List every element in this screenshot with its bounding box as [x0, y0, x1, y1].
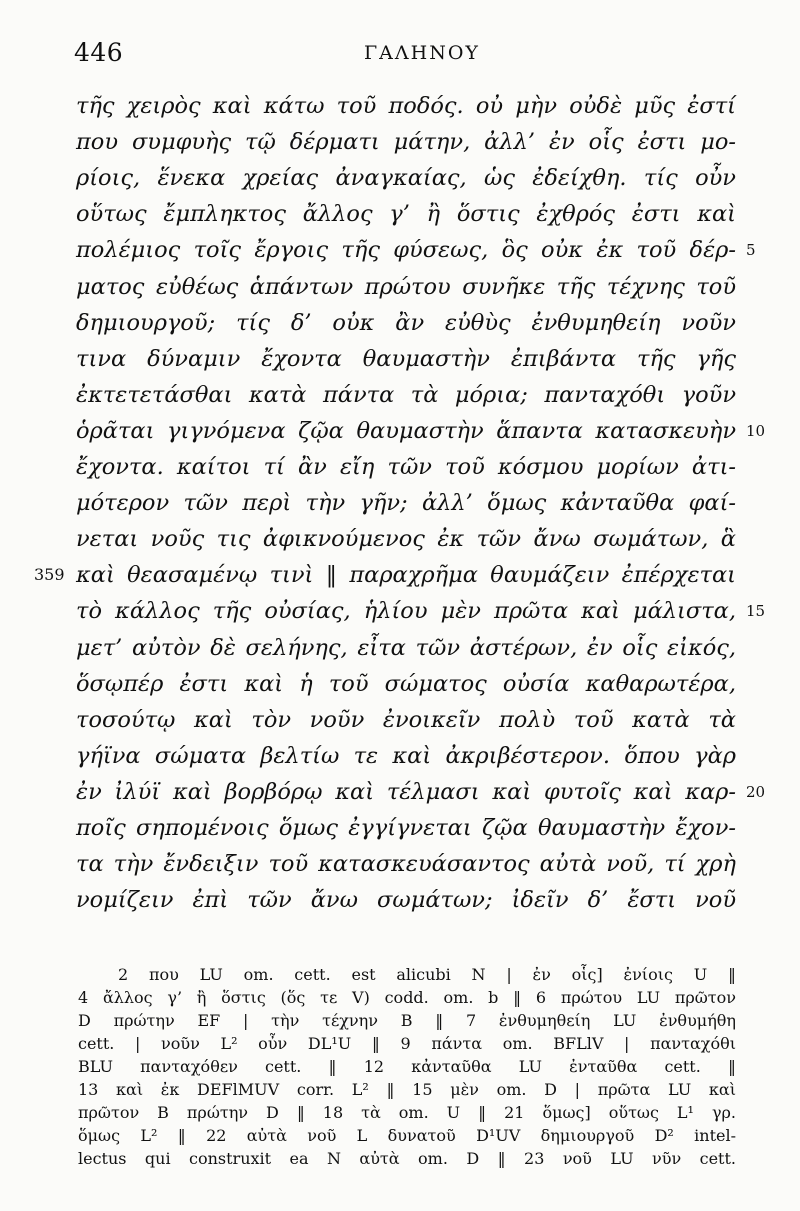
apparatus-line: πρῶτον B πρώτην D ‖ 18 τὰ om. U ‖ 21 ὅμως] οὕτως L¹ γρ.: [78, 1103, 736, 1122]
apparatus-line: 13 καὶ ἐκ DEFlMUV corr. L² ‖ 15 μὲν om. D | πρῶτα LU καὶ: [78, 1080, 736, 1099]
page-number: 446: [74, 38, 124, 67]
text-line: δημιουργοῦ; τίς δ’ οὐκ ἂν εὐθὺς ἐνθυμηθείη νοῦν: [76, 309, 736, 336]
text-line: ρίοις, ἕνεκα χρείας ἀναγκαίας, ὡς ἐδείχθη. τίς οὖν: [76, 165, 736, 192]
text-line: που συμφυὴς τῷ δέρματι μάτην, ἀλλ’ ἐν οἷς ἐστι μο-: [76, 129, 736, 156]
text-line: τὸ κάλλος τῆς οὐσίας, ἡλίου μὲν πρῶτα καὶ μάλιστα,: [76, 598, 736, 625]
text-line: ὁρᾶται γιγνόμενα ζῷα θαυμαστὴν ἅπαντα κατασκευὴν: [76, 417, 736, 444]
apparatus-line: 4 ἄλλος γ’ ἢ ὅστις (ὅς τε V) codd. om. b ‖ 6 πρώτου LU πρῶτον: [78, 988, 736, 1007]
text-line: καὶ θεασαμένῳ τινὶ ‖ παραχρῆμα θαυμάζειν ἐπέρχεται: [76, 562, 736, 589]
text-line: τῆς χειρὸς καὶ κάτω τοῦ ποδός. οὐ μὴν οὐδὲ μῦς ἐστί: [76, 93, 736, 119]
text-line: ἔχοντα. καίτοι τί ἂν εἴη τῶν τοῦ κόσμου μορίων ἀτι-: [76, 454, 736, 480]
apparatus-line: lectus qui construxit ea N αὐτὰ om. D ‖ 23 νοῦ LU νῦν cett.: [78, 1149, 736, 1168]
apparatus-line: 2 που LU om. cett. est alicubi N | ἐν οἷς] ἐνίοις U ‖: [118, 965, 736, 984]
text-line: τοσούτῳ καὶ τὸν νοῦν ἐνοικεῖν πολὺ τοῦ κατὰ τὰ: [76, 706, 736, 733]
apparatus-line: BLU πανταχόθεν cett. ‖ 12 κἀνταῦθα LU ἐνταῦθα cett. ‖: [78, 1057, 736, 1076]
margin-page-reference: 359: [34, 565, 65, 585]
text-line: γήϊνα σώματα βελτίω τε καὶ ἀκριβέστερον. ὅπου γὰρ: [76, 742, 736, 769]
line-number: 20: [746, 782, 766, 801]
line-number: 15: [746, 602, 766, 621]
text-line: μετ’ αὐτὸν δὲ σελήνης, εἶτα τῶν ἀστέρων, ἐν οἷς εἰκός,: [76, 634, 736, 661]
page-header: [0, 38, 800, 74]
text-line: ἐν ἰλύϊ καὶ βορβόρῳ καὶ τέλμασι καὶ φυτοῖς καὶ καρ-: [76, 778, 736, 805]
text-line: ματος εὐθέως ἁπάντων πρώτου συνῆκε τῆς τέχνης τοῦ: [76, 273, 736, 300]
text-line: τα τὴν ἔνδειξιν τοῦ κατασκευάσαντος αὐτὰ νοῦ, τί χρὴ: [76, 851, 736, 878]
text-line: ἐκτετετάσθαι κατὰ πάντα τὰ μόρια; πανταχόθι γοῦν: [76, 381, 736, 408]
text-line: οὕτως ἔμπληκτος ἄλλος γ’ ἢ ὅστις ἐχθρός ἐστι καὶ: [76, 201, 736, 228]
text-line: νομίζειν ἐπὶ τῶν ἄνω σωμάτων; ἰδεῖν δ’ ἔστι νοῦ: [76, 887, 736, 914]
running-head: ΓΑΛΗΝΟΥ: [364, 42, 480, 64]
text-line: ποῖς σηπομένοις ὅμως ἐγγίγνεται ζῷα θαυμαστὴν ἔχον-: [76, 815, 736, 841]
text-line: τινα δύναμιν ἔχοντα θαυμαστὴν ἐπιβάντα τῆς γῆς: [76, 345, 736, 372]
text-line: μότερον τῶν περὶ τὴν γῆν; ἀλλ’ ὅμως κἀνταῦθα φαί-: [76, 490, 736, 517]
text-line: πολέμιος τοῖς ἔργοις τῆς φύσεως, ὃς οὐκ ἐκ τοῦ δέρ-: [76, 237, 736, 264]
text-line: νεται νοῦς τις ἀφικνούμενος ἐκ τῶν ἄνω σωμάτων, ἃ: [76, 526, 736, 553]
line-number: 5: [746, 241, 756, 260]
apparatus-line: cett. | νοῦν L² οὖν DL¹U ‖ 9 πάντα om. BFLlV | πανταχόθι: [78, 1034, 736, 1053]
line-number: 10: [746, 421, 766, 440]
text-line: ὅσῳπέρ ἐστι καὶ ἡ τοῦ σώματος οὐσία καθαρωτέρα,: [76, 670, 736, 697]
apparatus-line: ὅμως L² ‖ 22 αὐτὰ νοῦ L δυνατοῦ D¹UV δημιουργοῦ D² intel-: [78, 1126, 736, 1145]
apparatus-line: D πρώτην EF | τὴν τέχνην B ‖ 7 ἐνθυμηθείη LU ἐνθυμήθη: [78, 1011, 736, 1030]
